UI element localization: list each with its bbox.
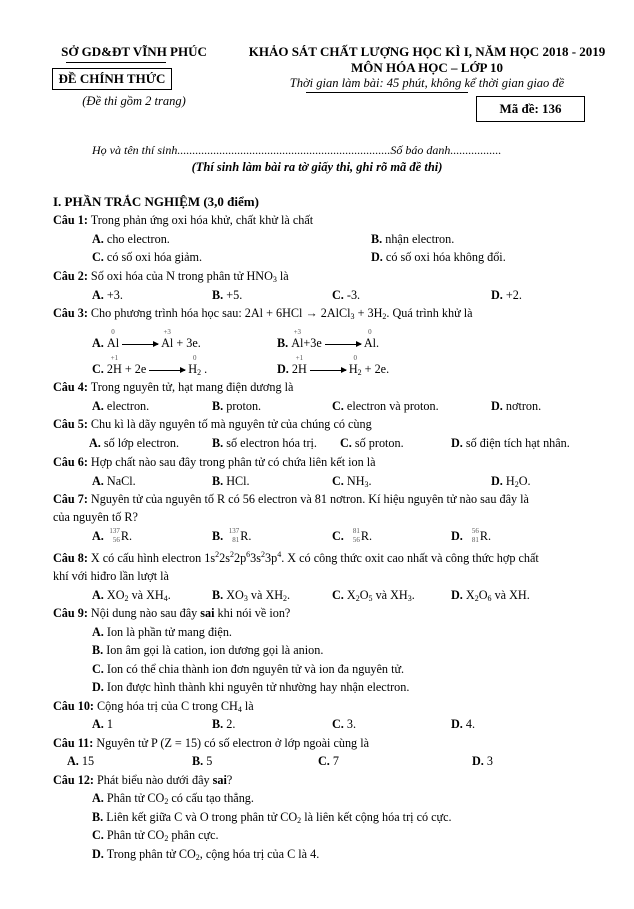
option-d[interactable] bbox=[451, 436, 570, 451]
oxidation-number: +1 bbox=[110, 354, 119, 362]
option-text: Trong phân tử CO bbox=[106, 847, 196, 861]
element-symbol: R. bbox=[360, 529, 373, 543]
option-d[interactable] bbox=[491, 474, 531, 489]
atomic-number: 81 bbox=[471, 536, 479, 545]
question-text: Cộng hóa trị của C trong CH bbox=[97, 699, 238, 713]
orbital: 2s bbox=[219, 551, 230, 565]
option-key: D. bbox=[277, 362, 289, 376]
question-text-end: là bbox=[276, 269, 289, 283]
section-title: I. PHẦN TRẮC NGHIỆM (3,0 điểm) bbox=[53, 194, 259, 209]
oxidation-number: +3 bbox=[293, 328, 302, 336]
species: 2H bbox=[291, 362, 307, 376]
option-text: nơtron. bbox=[505, 399, 542, 413]
element-symbol: R. bbox=[240, 529, 252, 543]
option-d[interactable] bbox=[92, 847, 319, 862]
option-a[interactable] bbox=[92, 288, 123, 303]
reactant bbox=[106, 328, 120, 351]
product bbox=[161, 328, 174, 351]
isotope-notation bbox=[107, 527, 121, 545]
product bbox=[348, 354, 362, 377]
oxidation-number: 0 bbox=[353, 354, 357, 362]
option-c[interactable] bbox=[332, 288, 360, 303]
question-text: Nguyên tử P (Z = 15) có số electron ở lớp ngoài cùng là bbox=[96, 736, 369, 750]
option-b[interactable] bbox=[277, 328, 380, 351]
question-text: Nội dung nào sau đây bbox=[90, 606, 201, 620]
electron-config bbox=[204, 551, 281, 565]
option-text: số electron hóa trị. bbox=[226, 436, 317, 450]
option-key: A. bbox=[92, 717, 104, 731]
formula-part: . bbox=[167, 588, 171, 602]
superscript: 2 bbox=[229, 550, 234, 559]
oxidation-number: 0 bbox=[192, 354, 197, 362]
option-key: B. bbox=[212, 399, 224, 413]
question-11 bbox=[53, 736, 369, 751]
question-text-end: . X có công thức oxit cao nhất và công thức hợp chất bbox=[281, 551, 539, 565]
question-text: Chu kì là dãy nguyên tố mà nguyên tử của chúng có cùng bbox=[90, 417, 372, 431]
option-text: cho electron. bbox=[106, 232, 170, 246]
subscript: 2 bbox=[297, 816, 302, 825]
option-key: D. bbox=[92, 847, 104, 861]
reactant bbox=[291, 328, 304, 351]
option-text: H bbox=[505, 474, 515, 488]
option-text: +3. bbox=[106, 288, 123, 302]
subscript: 2 bbox=[197, 368, 202, 377]
oxidation-number: 0 bbox=[111, 328, 115, 336]
question-label: Câu 6: bbox=[53, 455, 88, 469]
subscript: 5 bbox=[368, 594, 373, 603]
option-text: 15 bbox=[81, 754, 95, 768]
reaction-arrow-icon bbox=[325, 344, 361, 345]
subscript: 6 bbox=[487, 594, 492, 603]
option-text: 4. bbox=[465, 717, 476, 731]
question-label: Câu 4: bbox=[53, 380, 88, 394]
question-2 bbox=[53, 269, 289, 284]
option-c[interactable] bbox=[92, 662, 404, 677]
option-c[interactable] bbox=[92, 828, 219, 843]
question-text: Nguyên tử của nguyên tố R có 56 electron và 81 nơtron. Kí hiệu nguyên tử nào sau đây là bbox=[90, 492, 529, 506]
subscript: 4 bbox=[163, 594, 168, 603]
option-a[interactable] bbox=[92, 717, 113, 732]
option-b[interactable] bbox=[371, 232, 454, 247]
option-d[interactable] bbox=[472, 754, 493, 769]
student-id-field[interactable]: ................. bbox=[450, 143, 502, 157]
option-text: nhận electron. bbox=[385, 232, 455, 246]
option-d[interactable] bbox=[491, 288, 522, 303]
oxidation-number: +3 bbox=[163, 328, 171, 336]
option-c[interactable] bbox=[332, 474, 372, 489]
option-key: C. bbox=[332, 717, 344, 731]
option-text: Ion là phần tử mang điện. bbox=[106, 625, 232, 639]
orbital: 1s bbox=[204, 551, 216, 565]
mass-number: 137 bbox=[228, 527, 240, 536]
option-key: D. bbox=[451, 717, 463, 731]
option-text-end: có cấu tạo thẳng. bbox=[168, 791, 254, 805]
question-label: Câu 3: bbox=[53, 306, 88, 320]
question-3 bbox=[53, 306, 473, 321]
option-key: C. bbox=[332, 588, 344, 602]
option-key: C. bbox=[332, 288, 344, 302]
question-7 bbox=[53, 492, 529, 507]
subscript: 2 bbox=[355, 594, 360, 603]
official-exam-label: ĐỀ CHÍNH THỨC bbox=[52, 68, 172, 90]
isotope-notation bbox=[226, 527, 240, 545]
formula-part: X bbox=[346, 588, 356, 602]
atomic-number: 56 bbox=[112, 536, 120, 545]
species: H bbox=[348, 362, 358, 376]
option-c[interactable] bbox=[340, 436, 404, 451]
option-text: có số oxi hóa không đổi. bbox=[385, 250, 506, 264]
superscript: 2 bbox=[215, 550, 220, 559]
question-text: X có cấu hình electron bbox=[90, 551, 205, 565]
option-key: A. bbox=[92, 791, 104, 805]
option-key: B. bbox=[212, 717, 224, 731]
option-c[interactable] bbox=[332, 399, 439, 414]
superscript: 4 bbox=[277, 550, 282, 559]
option-key: B. bbox=[92, 643, 104, 657]
element-symbol: R. bbox=[120, 529, 133, 543]
option-key: A. bbox=[92, 336, 104, 350]
formula-part: XO bbox=[106, 588, 125, 602]
option-c[interactable] bbox=[318, 754, 339, 769]
option-text: 5 bbox=[206, 754, 213, 768]
pages-note: (Đề thi gồm 2 trang) bbox=[82, 94, 186, 108]
option-a[interactable] bbox=[92, 232, 170, 247]
formula-part: . bbox=[411, 588, 415, 602]
element-symbol: R. bbox=[479, 529, 492, 543]
option-key: A. bbox=[89, 436, 101, 450]
option-key: A. bbox=[92, 588, 104, 602]
question-text-end: . Quá trình khử là bbox=[386, 306, 473, 320]
option-a[interactable] bbox=[92, 328, 201, 351]
subscript: 2 bbox=[124, 594, 129, 603]
question-label: Câu 11: bbox=[53, 736, 94, 750]
subscript: 2 bbox=[164, 797, 169, 806]
subscript: 3 bbox=[364, 480, 369, 489]
option-c[interactable] bbox=[92, 250, 202, 265]
option-b[interactable] bbox=[92, 810, 452, 825]
option-b[interactable] bbox=[192, 754, 212, 769]
option-key: B. bbox=[212, 588, 224, 602]
option-d[interactable] bbox=[451, 529, 491, 544]
department-name: SỞ GD&ĐT VĨNH PHÚC bbox=[61, 44, 207, 59]
option-b[interactable] bbox=[92, 643, 323, 658]
department-underline bbox=[66, 62, 166, 63]
option-key: A. bbox=[92, 288, 104, 302]
question-12 bbox=[53, 773, 232, 788]
question-8-line2: khí với hiđro lần lượt là bbox=[53, 569, 169, 583]
option-key: D. bbox=[491, 399, 503, 413]
question-label: Câu 9: bbox=[53, 606, 88, 620]
formula-part: O bbox=[478, 588, 488, 602]
question-7-line2: của nguyên tố R? bbox=[53, 510, 138, 524]
question-text: Trong nguyên tử, hạt mang điện dương là bbox=[90, 380, 294, 394]
option-text: có số oxi hóa giảm. bbox=[106, 250, 203, 264]
subscript: 4 bbox=[237, 705, 242, 714]
option-c[interactable] bbox=[92, 354, 208, 377]
option-text: NH bbox=[346, 474, 365, 488]
option-key: B. bbox=[371, 232, 383, 246]
mass-number: 56 bbox=[471, 527, 479, 536]
formula-part: XO bbox=[226, 588, 244, 602]
option-key: B. bbox=[212, 474, 224, 488]
option-key: C. bbox=[92, 250, 104, 264]
option-c[interactable] bbox=[332, 588, 415, 603]
option-key: D. bbox=[371, 250, 383, 264]
option-d[interactable] bbox=[451, 717, 475, 732]
student-id-label: Số báo danh bbox=[390, 143, 451, 157]
option-a[interactable] bbox=[92, 529, 132, 544]
question-text-end: khi nói về ion? bbox=[214, 606, 291, 620]
question-4 bbox=[53, 380, 293, 395]
option-key: B. bbox=[212, 529, 224, 543]
atomic-number: 56 bbox=[352, 536, 360, 545]
formula-part: và XH. bbox=[491, 588, 530, 602]
question-text-mid: + 3H bbox=[354, 306, 383, 320]
oxidation-number: +1 bbox=[295, 354, 304, 362]
option-text-end: O. bbox=[518, 474, 531, 488]
question-5 bbox=[53, 417, 372, 432]
option-text: -3. bbox=[346, 288, 361, 302]
option-text: số lớp electron. bbox=[103, 436, 180, 450]
question-8 bbox=[53, 551, 539, 566]
instruction: (Thí sinh làm bài ra tờ giấy thi, ghi rõ mã đề thi) bbox=[191, 160, 443, 174]
option-text: proton. bbox=[226, 399, 262, 413]
option-key: B. bbox=[212, 288, 224, 302]
question-label: Câu 10: bbox=[53, 699, 94, 713]
option-key: A. bbox=[92, 399, 104, 413]
subscript: 2 bbox=[164, 834, 169, 843]
option-a[interactable] bbox=[92, 625, 232, 640]
question-text: Số oxi hóa của N trong phân tử HNO bbox=[90, 269, 273, 283]
option-key: A. bbox=[67, 754, 79, 768]
formula-part: O bbox=[359, 588, 369, 602]
option-tail: + 2e. bbox=[361, 362, 390, 376]
option-text-end: . bbox=[368, 474, 372, 488]
formula-part: và XH bbox=[247, 588, 284, 602]
option-text: +2. bbox=[505, 288, 522, 302]
option-b[interactable] bbox=[212, 529, 251, 544]
product bbox=[188, 354, 202, 377]
species: 2H bbox=[106, 362, 122, 376]
reactant bbox=[106, 354, 122, 377]
subscript: 2 bbox=[357, 368, 362, 377]
option-key: C. bbox=[318, 754, 330, 768]
formula-part: . bbox=[287, 588, 291, 602]
option-tail: . bbox=[201, 362, 208, 376]
subscript: 2 bbox=[382, 312, 387, 321]
isotope-notation bbox=[347, 527, 361, 545]
superscript: 6 bbox=[246, 550, 251, 559]
option-key: B. bbox=[92, 810, 104, 824]
option-text: HCl. bbox=[226, 474, 250, 488]
student-name-label: Họ và tên thí sinh bbox=[92, 143, 178, 157]
mass-number: 137 bbox=[109, 527, 120, 536]
option-text-end: phân cực. bbox=[168, 828, 219, 842]
option-text-end: là liên kết cộng hóa trị có cực. bbox=[301, 810, 452, 824]
option-text: 7 bbox=[332, 754, 339, 768]
question-10 bbox=[53, 699, 254, 714]
emphasis: sai bbox=[212, 773, 227, 787]
option-key: B. bbox=[277, 336, 289, 350]
option-key: A. bbox=[92, 625, 104, 639]
question-label: Câu 2: bbox=[53, 269, 88, 283]
question-label: Câu 12: bbox=[53, 773, 94, 787]
option-text: 2. bbox=[226, 717, 236, 731]
option-key: C. bbox=[340, 436, 352, 450]
option-b[interactable] bbox=[212, 288, 242, 303]
option-text: số proton. bbox=[354, 436, 404, 450]
mass-number: 81 bbox=[352, 527, 360, 536]
electrons: +3e bbox=[303, 336, 322, 350]
option-text-end: , cộng hóa trị của C là 4. bbox=[199, 847, 320, 861]
option-text: 3. bbox=[346, 717, 357, 731]
time-underline bbox=[306, 92, 468, 93]
reaction-arrow-icon bbox=[122, 344, 158, 345]
subscript: 2 bbox=[514, 480, 519, 489]
student-info-line bbox=[92, 143, 501, 158]
subscript: 3 bbox=[350, 312, 355, 321]
subject-title: MÔN HÓA HỌC – LỚP 10 bbox=[350, 60, 504, 75]
option-tail: + 3e. bbox=[173, 336, 201, 350]
question-label: Câu 7: bbox=[53, 492, 88, 506]
option-b[interactable] bbox=[212, 399, 261, 414]
formula-part: và XH bbox=[128, 588, 164, 602]
exam-title: KHẢO SÁT CHẤT LƯỢNG HỌC KÌ I, NĂM HỌC 2018 - 2019 bbox=[248, 44, 606, 59]
atomic-number: 81 bbox=[232, 536, 240, 545]
option-text: 3 bbox=[486, 754, 493, 768]
option-text: +5. bbox=[226, 288, 243, 302]
option-key: D. bbox=[451, 436, 463, 450]
option-a[interactable] bbox=[89, 436, 179, 451]
orbital: 3p bbox=[265, 551, 278, 565]
question-text: Cho phương trình hóa học sau: 2Al + 6HCl → 2AlCl bbox=[90, 306, 351, 320]
formula-part: và XH bbox=[372, 588, 408, 602]
time-note: Thời gian làm bài: 45 phút, không kể thời gian giao đề bbox=[289, 76, 565, 90]
oxidation-number: 0 bbox=[368, 328, 372, 336]
formula-part: X bbox=[465, 588, 475, 602]
option-b[interactable] bbox=[212, 474, 250, 489]
option-text: Ion âm gọi là cation, ion dương gọi là anion. bbox=[106, 643, 324, 657]
subscript: 3 bbox=[407, 594, 412, 603]
option-tail: . bbox=[376, 336, 380, 350]
question-9 bbox=[53, 606, 290, 621]
question-label: Câu 8: bbox=[53, 551, 88, 565]
electrons: + 2e bbox=[121, 362, 147, 376]
option-key: C. bbox=[332, 529, 344, 543]
product bbox=[363, 328, 376, 351]
option-text: Phân tử CO bbox=[106, 828, 165, 842]
reaction-arrow-icon bbox=[149, 370, 185, 371]
option-a[interactable] bbox=[92, 399, 149, 414]
option-key: D. bbox=[451, 529, 463, 543]
question-text: Trong phản ứng oxi hóa khử, chất khử là chất bbox=[90, 213, 314, 227]
option-text: electron. bbox=[106, 399, 150, 413]
subscript: 2 bbox=[195, 853, 200, 862]
option-key: D. bbox=[491, 474, 503, 488]
question-text-end: là bbox=[241, 699, 254, 713]
question-6 bbox=[53, 455, 376, 470]
option-key: C. bbox=[92, 662, 104, 676]
option-a[interactable] bbox=[67, 754, 94, 769]
option-text: Ion được hình thành khi nguyên tử nhường hay nhận electron. bbox=[106, 680, 410, 694]
subscript: 3 bbox=[272, 275, 277, 284]
option-c[interactable] bbox=[332, 529, 372, 544]
option-key: C. bbox=[332, 399, 344, 413]
option-a[interactable] bbox=[92, 791, 254, 806]
option-text: Ion có thể chia thành ion đơn nguyên tử và ion đa nguyên tử. bbox=[106, 662, 405, 676]
option-text: electron và proton. bbox=[346, 399, 439, 413]
emphasis: sai bbox=[200, 606, 215, 620]
option-text: 1 bbox=[106, 717, 113, 731]
option-text: Phân tử CO bbox=[106, 791, 165, 805]
orbital: 3s bbox=[250, 551, 262, 565]
isotope-notation bbox=[466, 527, 480, 545]
option-d[interactable] bbox=[277, 354, 390, 377]
superscript: 2 bbox=[261, 550, 266, 559]
option-b[interactable] bbox=[212, 717, 235, 732]
reactant bbox=[291, 354, 307, 377]
option-d[interactable] bbox=[491, 399, 541, 414]
option-text: NaCl. bbox=[106, 474, 136, 488]
species: Al bbox=[291, 336, 304, 350]
option-key: C. bbox=[92, 828, 104, 842]
question-text: Hợp chất nào sau đây trong phân tử có chứa liên kết ion là bbox=[90, 455, 376, 469]
option-key: A. bbox=[92, 529, 104, 543]
option-text: số điện tích hạt nhân. bbox=[465, 436, 570, 450]
option-key: B. bbox=[212, 436, 224, 450]
option-key: C. bbox=[92, 362, 104, 376]
option-key: B. bbox=[192, 754, 204, 768]
question-label: Câu 5: bbox=[53, 417, 88, 431]
question-1 bbox=[53, 213, 313, 228]
option-key: A. bbox=[92, 232, 104, 246]
reaction-arrow-icon bbox=[310, 370, 346, 371]
option-d[interactable] bbox=[371, 250, 506, 265]
orbital: 2p bbox=[233, 551, 247, 565]
species: Al bbox=[161, 336, 174, 350]
option-key: C. bbox=[332, 474, 344, 488]
species: H bbox=[188, 362, 198, 376]
subscript: 3 bbox=[243, 594, 248, 603]
species: Al bbox=[106, 336, 120, 350]
option-key: D. bbox=[491, 288, 503, 302]
option-a[interactable] bbox=[92, 588, 171, 603]
option-d[interactable] bbox=[92, 680, 409, 695]
exam-code: Mã đề: 136 bbox=[476, 96, 585, 122]
option-d[interactable] bbox=[451, 588, 530, 603]
student-name-field[interactable]: ....................................................................... bbox=[177, 143, 391, 157]
option-b[interactable] bbox=[212, 436, 317, 451]
option-key: D. bbox=[472, 754, 484, 768]
question-text-end: ? bbox=[226, 773, 233, 787]
subscript: 2 bbox=[283, 594, 288, 603]
question-text: Phát biểu nào dưới đây bbox=[97, 773, 213, 787]
option-key: A. bbox=[92, 474, 104, 488]
subscript: 2 bbox=[474, 594, 479, 603]
species: Al bbox=[363, 336, 376, 350]
option-key: D. bbox=[92, 680, 104, 694]
option-c[interactable] bbox=[332, 717, 356, 732]
option-b[interactable] bbox=[212, 588, 290, 603]
question-label: Câu 1: bbox=[53, 213, 88, 227]
option-key: D. bbox=[451, 588, 463, 602]
option-a[interactable] bbox=[92, 474, 136, 489]
option-text: Liên kết giữa C và O trong phân tử CO bbox=[106, 810, 298, 824]
